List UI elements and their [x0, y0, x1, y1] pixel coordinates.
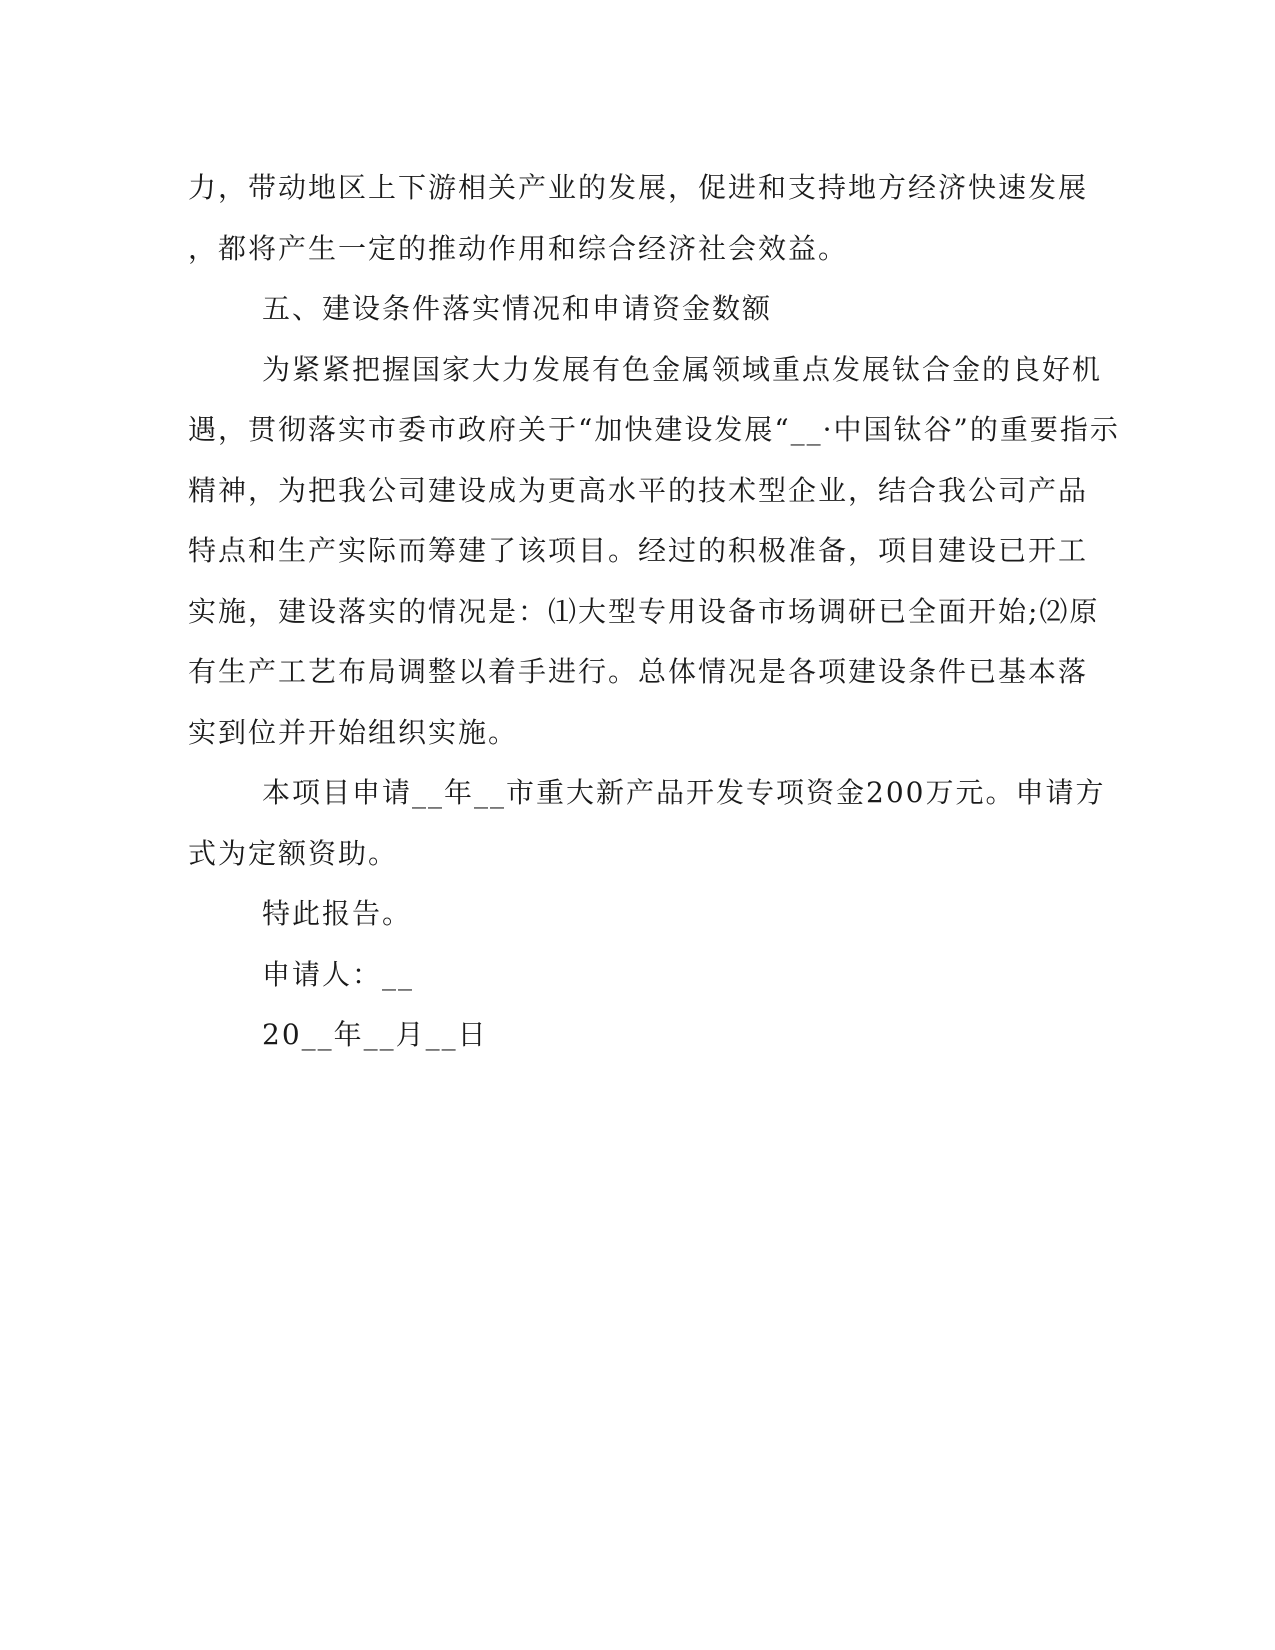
- document-body: [188, 158, 1120, 1066]
- paragraph-line-1: 力，带动地区上下游相关产业的发展，促进和支持地方经济快速发展: [188, 171, 1089, 204]
- paragraph-line-9: 实到位并开始组织实施。: [188, 715, 519, 749]
- paragraph-line-6: 特点和生产实际而筹建了该项目。经过的积极准备，项目建设已开工: [188, 534, 1089, 567]
- section-heading: 五、建设条件落实情况和申请资金数额: [262, 292, 773, 325]
- paragraph-line-8: 有生产工艺布局调整以着手进行。总体情况是各项建设条件已基本落: [188, 655, 1089, 688]
- funding-request-line-1: 本项目申请__年__市重大新产品开发专项资金200万元。申请方: [262, 776, 1106, 809]
- paragraph-line-5: 精神，为把我公司建设成为更高水平的技术型企业，结合我公司产品: [188, 473, 1089, 507]
- date-line: 20__年__月__日: [262, 1018, 488, 1051]
- closing-remark: 特此报告。: [262, 897, 413, 930]
- paragraph-line-7: 实施，建设落实的情况是：⑴大型专用设备市场调研已全面开始;⑵原: [188, 594, 1100, 628]
- funding-request-line-2: 式为定额资助。: [188, 836, 399, 870]
- applicant-line: 申请人：__: [262, 957, 415, 991]
- paragraph-line-2: ，都将产生一定的推动作用和综合经济社会效益。: [188, 231, 849, 265]
- paragraph-line-4: 遇，贯彻落实市委市政府关于“加快建设发展“__·中国钛谷”的重要指示: [188, 413, 1120, 446]
- paragraph-line-3: 为紧紧把握国家大力发展有色金属领域重点发展钛合金的良好机: [262, 352, 1103, 386]
